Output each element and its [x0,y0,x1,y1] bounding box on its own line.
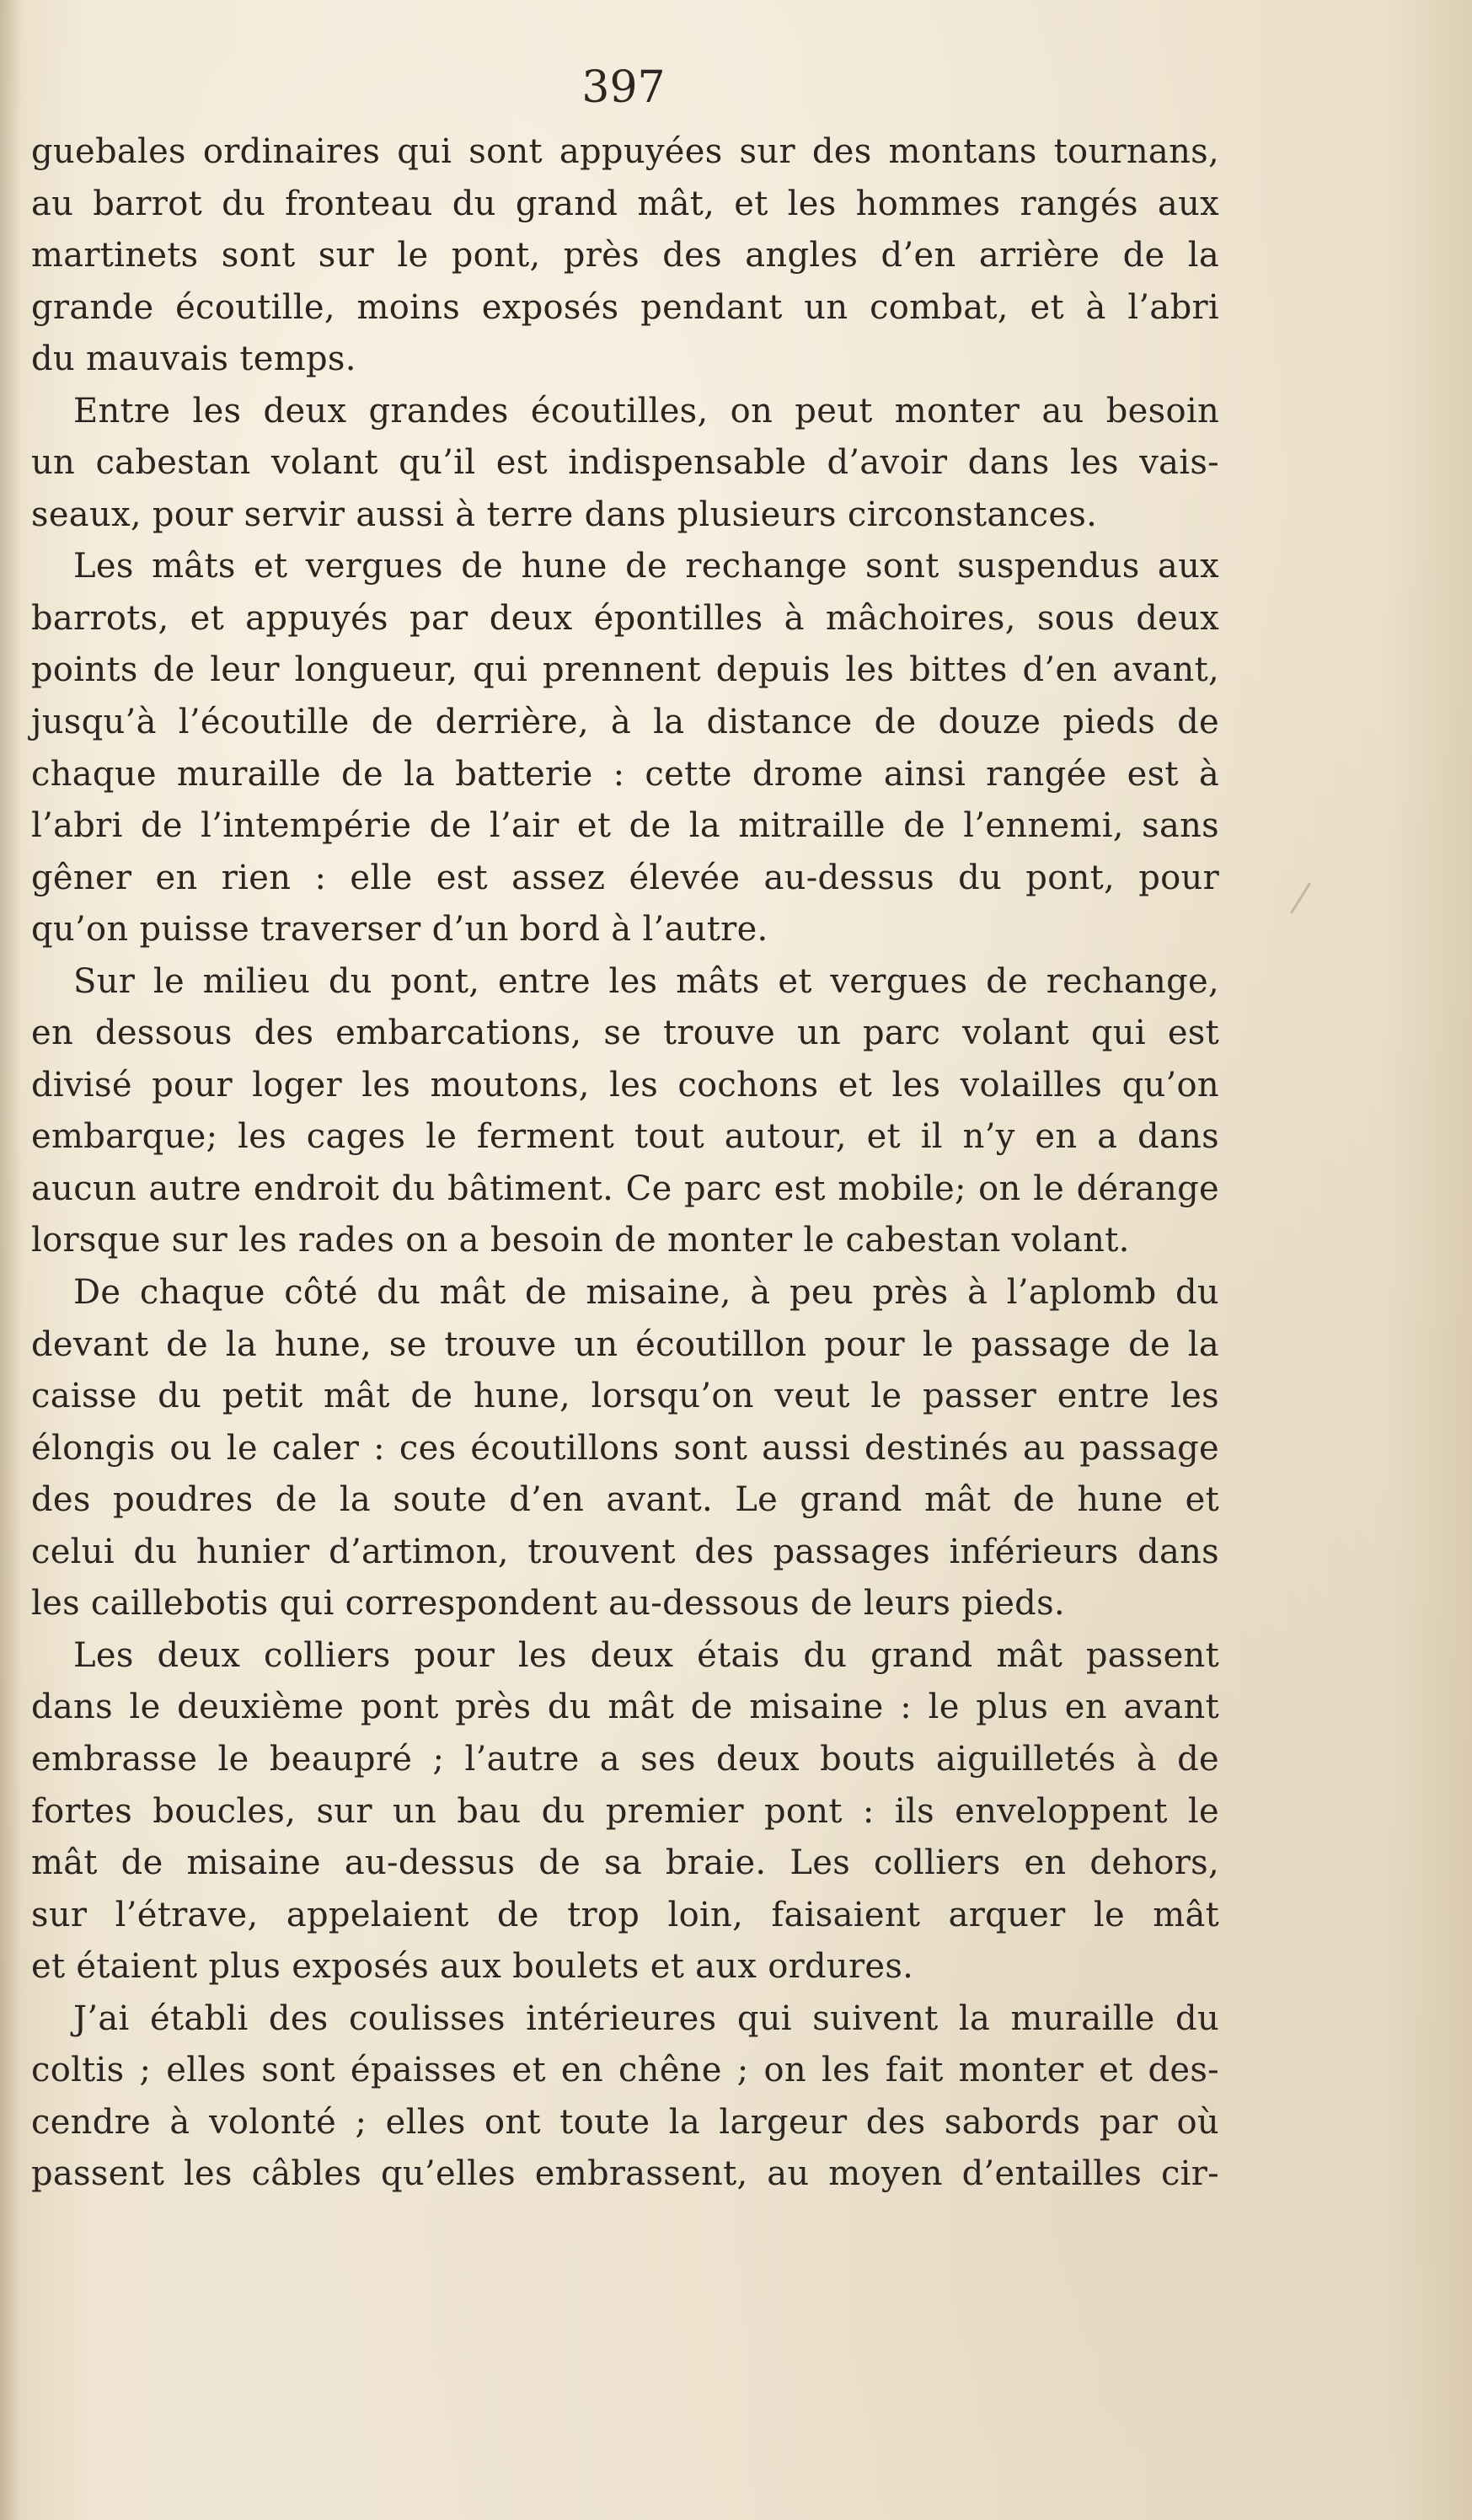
text-line: jusqu’à l’écoutille de derrière, à la distance de douze pieds de [31,703,1219,742]
page-number: 397 [581,62,666,113]
text-line: Sur le milieu du pont, entre les mâts et vergues de rechange, [73,961,1219,1001]
text-line: un cabestan volant qu’il est indispensable d’avoir dans les vais- [31,443,1219,483]
text-line: barrots, et appuyés par deux épontilles à mâchoires, sous deux [31,598,1219,638]
text-line: du mauvais temps. [31,340,356,379]
text-line: l’abri de l’intempérie de l’air et de la mitraille de l’ennemi, sans [31,806,1219,846]
text-line: points de leur longueur, qui prennent depuis les bittes d’en avant, [31,650,1219,690]
stray-pen-mark [1290,882,1311,913]
text-line: caisse du petit mât de hune, lorsqu’on veut le passer entre les [31,1377,1219,1416]
text-line: De chaque côté du mât de misaine, à peu près à l’aplomb du [73,1273,1219,1313]
text-line: cendre à volonté ; elles ont toute la largeur des sabords par où [31,2102,1219,2142]
text-line: Entre les deux grandes écoutilles, on peut monter au besoin [73,391,1219,431]
text-line: des poudres de la soute d’en avant. Le grand mât de hune et [31,1480,1219,1520]
body-text [31,126,1219,2201]
text-line: qu’on puisse traverser d’un bord à l’autre. [31,910,768,950]
text-line: les caillebotis qui correspondent au-dessous de leurs pieds. [31,1584,1065,1624]
text-line: coltis ; elles sont épaisses et en chêne ; on les fait monter et des- [31,2051,1219,2090]
text-line: lorsque sur les rades on a besoin de monter le cabestan volant. [31,1221,1130,1260]
text-line: sur l’étrave, appelaient de trop loin, faisaient arquer le mât [31,1895,1219,1934]
text-line: Les deux colliers pour les deux étais du grand mât passent [73,1635,1219,1675]
text-line: et étaient plus exposés aux boulets et aux ordures. [31,1947,914,1987]
text-line: chaque muraille de la batterie : cette drome ainsi rangée est à [31,754,1219,794]
text-line: celui du hunier d’artimon, trouvent des passages inférieurs dans [31,1532,1219,1571]
spine-shadow [0,0,22,2520]
text-line: seaux, pour servir aussi à terre dans plusieurs circonstances. [31,495,1098,534]
text-line: dans le deuxième pont près du mât de misaine : le plus en avant [31,1688,1219,1727]
text-line: guebales ordinaires qui sont appuyées sur des montans tournans, [31,132,1219,171]
text-line: aucun autre endroit du bâtiment. Ce parc est mobile; on le dérange [31,1169,1219,1208]
text-line: fortes boucles, sur un bau du premier pont : ils enveloppent le [31,1791,1219,1831]
text-line: en dessous des embarcations, se trouve un parc volant qui est [31,1014,1219,1053]
text-line: grande écoutille, moins exposés pendant un combat, et à l’abri [31,287,1219,327]
text-line: J’ai établi des coulisses intérieures qui suivent la muraille du [73,1998,1219,2038]
text-line: devant de la hune, se trouve un écoutillon pour le passage de la [31,1324,1219,1364]
text-line: mât de misaine au-dessus de sa braie. Les colliers en dehors, [31,1843,1219,1883]
text-line: embrasse le beaupré ; l’autre a ses deux bouts aiguilletés à de [31,1739,1219,1779]
text-line: élongis ou le caler : ces écoutillons sont aussi destinés au passage [31,1428,1219,1468]
text-line: passent les câbles qu’elles embrassent, au moyen d’entailles cir- [31,2154,1219,2194]
text-line: Les mâts et vergues de hune de rechange sont suspendus aux [73,547,1219,586]
text-line: gêner en rien : elle est assez élevée au-dessus du pont, pour [31,858,1219,897]
text-line: divisé pour loger les moutons, les cochons et les volailles qu’on [31,1065,1219,1105]
text-line: martinets sont sur le pont, près des angles d’en arrière de la [31,236,1219,276]
text-line: embarque; les cages le ferment tout autour, et il n’y en a dans [31,1117,1219,1157]
text-line: au barrot du fronteau du grand mât, et les hommes rangés aux [31,184,1219,223]
